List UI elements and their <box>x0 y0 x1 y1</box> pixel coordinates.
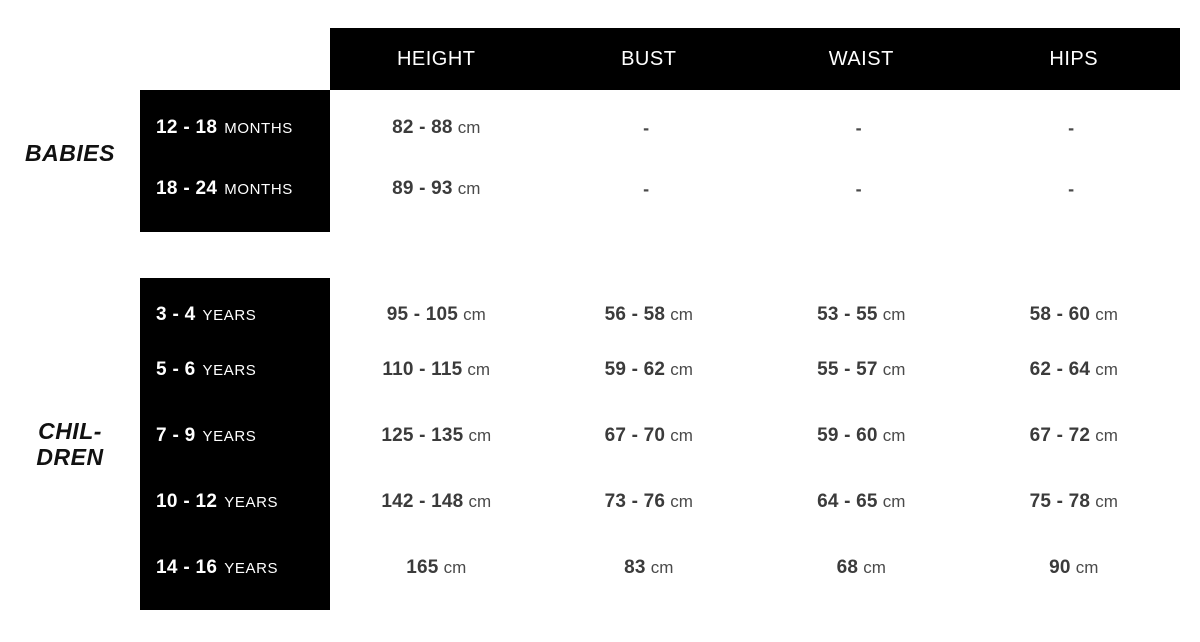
age-value: 7 - 9 <box>156 425 196 446</box>
cell-unit: cm <box>670 360 693 379</box>
cell-unit: cm <box>670 492 693 511</box>
row-age-label <box>140 413 330 459</box>
cell-hips <box>968 304 1181 326</box>
cell-bust <box>543 491 756 513</box>
cell-unit: cm <box>468 492 492 511</box>
cell-value: 110 - 115 <box>382 359 463 380</box>
cell-height <box>330 304 543 326</box>
table-row <box>140 105 1180 151</box>
cell-bust <box>543 179 756 200</box>
cell-hips <box>968 425 1181 447</box>
cell-value: 89 - 93 <box>392 178 453 199</box>
cell-unit: cm <box>650 558 674 577</box>
cell-value: - <box>1068 178 1075 199</box>
row-cells <box>330 292 1180 338</box>
row-cells <box>330 545 1180 591</box>
cell-hips <box>968 491 1181 513</box>
cell-unit: cm <box>467 360 491 379</box>
cell-value: - <box>855 178 862 199</box>
row-cells <box>330 413 1180 459</box>
cell-value: 55 - 57 <box>817 359 878 380</box>
cell-value: 142 - 148 <box>381 491 464 512</box>
row-age-label <box>140 292 330 338</box>
age-unit: YEARS <box>224 559 279 577</box>
table-row <box>140 292 1180 338</box>
age-value: 18 - 24 <box>156 178 218 199</box>
cell-unit: cm <box>463 305 486 324</box>
age-unit: MONTHS <box>224 119 293 137</box>
table-row <box>140 545 1180 591</box>
cell-unit: cm <box>1095 305 1118 324</box>
cell-value: 58 - 60 <box>1029 304 1091 325</box>
cell-waist <box>755 491 968 513</box>
cell-value: - <box>855 117 862 138</box>
age-value: 10 - 12 <box>156 491 218 512</box>
cell-value: 165 <box>406 557 439 578</box>
table-header-row <box>330 28 1180 90</box>
cell-height <box>330 117 543 139</box>
cell-value: - <box>1068 117 1075 138</box>
cell-value: 53 - 55 <box>817 304 878 325</box>
cell-value: 59 - 62 <box>604 359 666 380</box>
cell-bust <box>543 359 756 381</box>
age-unit: YEARS <box>224 493 279 511</box>
cell-height <box>330 425 543 447</box>
column-header-bust: BUST <box>621 47 677 70</box>
cell-unit: cm <box>468 426 492 445</box>
row-age-label <box>140 166 330 212</box>
cell-value: 73 - 76 <box>604 491 666 512</box>
cell-waist <box>755 304 968 326</box>
cell-bust <box>543 304 756 326</box>
table-row <box>140 347 1180 393</box>
column-header-hips: HIPS <box>1049 47 1099 70</box>
cell-unit: cm <box>1095 492 1118 511</box>
cell-value: - <box>643 178 650 199</box>
cell-height <box>330 491 543 513</box>
cell-unit: cm <box>457 118 481 137</box>
cell-value: 125 - 135 <box>381 425 464 446</box>
row-age-label <box>140 479 330 525</box>
row-age-label <box>140 105 330 151</box>
row-cells <box>330 105 1180 151</box>
column-header-waist: WAIST <box>828 47 894 70</box>
age-unit: YEARS <box>202 306 257 324</box>
age-value: 5 - 6 <box>156 359 196 380</box>
cell-bust <box>543 425 756 447</box>
cell-value: 67 - 70 <box>604 425 666 446</box>
row-age-label <box>140 545 330 591</box>
cell-bust <box>543 118 756 139</box>
cell-waist <box>755 359 968 381</box>
cell-unit: cm <box>882 305 906 324</box>
cell-value: 64 - 65 <box>817 491 878 512</box>
age-value: 12 - 18 <box>156 117 218 138</box>
cell-height <box>330 178 543 200</box>
table-row <box>140 413 1180 459</box>
row-cells <box>330 347 1180 393</box>
cell-unit: cm <box>457 179 481 198</box>
cell-unit: cm <box>882 492 906 511</box>
cell-hips <box>968 359 1181 381</box>
table-row <box>140 479 1180 525</box>
cell-hips <box>968 118 1181 139</box>
cell-unit: cm <box>443 558 467 577</box>
cell-unit: cm <box>1095 426 1118 445</box>
age-value: 14 - 16 <box>156 557 218 578</box>
cell-value: 90 <box>1049 557 1071 578</box>
cell-unit: cm <box>882 360 906 379</box>
cell-unit: cm <box>670 426 693 445</box>
row-age-label <box>140 347 330 393</box>
cell-hips <box>968 179 1181 200</box>
cell-value: 59 - 60 <box>817 425 878 446</box>
cell-unit: cm <box>1075 558 1099 577</box>
cell-value: 82 - 88 <box>392 117 453 138</box>
cell-value: 75 - 78 <box>1029 491 1091 512</box>
cell-value: 67 - 72 <box>1029 425 1091 446</box>
cell-waist <box>755 118 968 139</box>
cell-waist <box>755 557 968 579</box>
cell-hips <box>968 557 1181 579</box>
cell-value: 62 - 64 <box>1029 359 1091 380</box>
cell-value: 83 <box>624 557 646 578</box>
cell-value: 95 - 105 <box>386 304 459 325</box>
cell-value: 56 - 58 <box>604 304 666 325</box>
row-cells <box>330 479 1180 525</box>
cell-waist <box>755 179 968 200</box>
cell-height <box>330 557 543 579</box>
cell-height <box>330 359 543 381</box>
group-name-children: CHIL- DREN <box>36 418 104 470</box>
table-row <box>140 166 1180 212</box>
group-name-babies: BABIES <box>25 140 115 166</box>
cell-unit: cm <box>1095 360 1118 379</box>
cell-unit: cm <box>670 305 693 324</box>
age-unit: YEARS <box>202 427 257 445</box>
age-unit: MONTHS <box>224 180 293 198</box>
row-cells <box>330 166 1180 212</box>
cell-unit: cm <box>863 558 886 577</box>
cell-value: - <box>643 117 650 138</box>
age-unit: YEARS <box>202 361 257 379</box>
cell-bust <box>543 557 756 579</box>
column-header-height: HEIGHT <box>396 47 476 70</box>
cell-unit: cm <box>882 426 906 445</box>
cell-value: 68 <box>836 557 859 578</box>
age-value: 3 - 4 <box>156 304 196 325</box>
cell-waist <box>755 425 968 447</box>
